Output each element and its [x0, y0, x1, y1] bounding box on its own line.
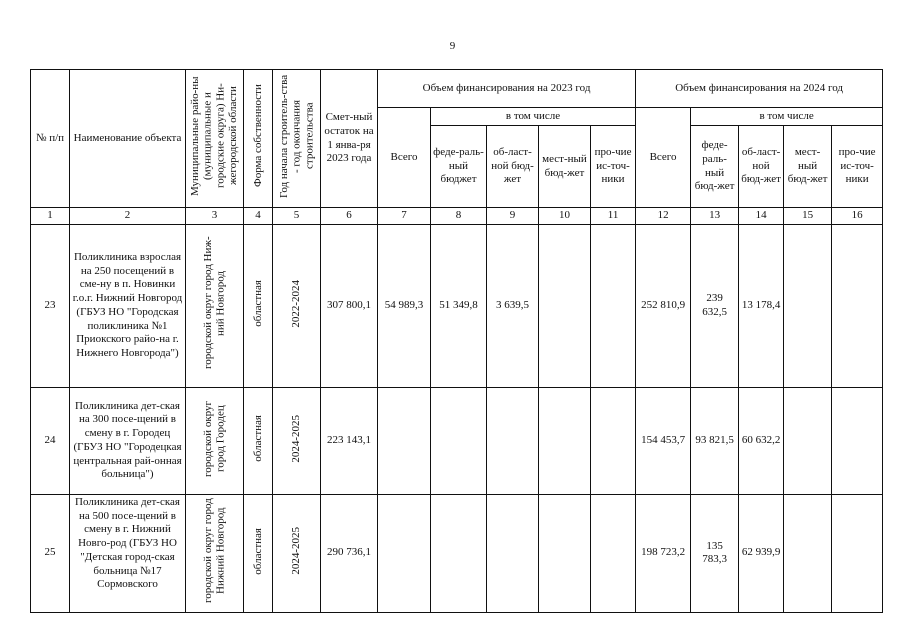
- header-including-2023: в том числе: [431, 108, 636, 126]
- column-number: 7: [378, 208, 431, 225]
- row-num: 25: [31, 494, 70, 612]
- header-num: № п/п: [31, 70, 70, 208]
- financing-table: [30, 69, 883, 613]
- district-cell: городской округ город Городец: [186, 387, 244, 494]
- column-number: 14: [739, 208, 784, 225]
- local-2024-cell: [784, 387, 832, 494]
- federal-2024-cell: 135 783,3: [691, 494, 739, 612]
- header-name: Наименование объекта: [70, 70, 186, 208]
- table-row: [31, 387, 883, 494]
- other-2024-cell: [832, 387, 883, 494]
- column-number: 13: [691, 208, 739, 225]
- column-number: 12: [636, 208, 691, 225]
- object-name: Поликлиника дет-ская на 300 посе-щений в смену в г. Городец (ГБУЗ НО "Городецкая центральная рай-онная больница"): [70, 387, 186, 494]
- years-cell: 2024-2025: [273, 494, 321, 612]
- total-2024-cell: 154 453,7: [636, 387, 691, 494]
- column-number: 3: [186, 208, 244, 225]
- column-number: 5: [273, 208, 321, 225]
- years-cell: 2022-2024: [273, 224, 321, 387]
- district-cell: городской округ город Нижний Новгород: [186, 494, 244, 612]
- total-2023-cell: [378, 494, 431, 612]
- header-federal-2024: феде-раль-ный бюд-жет: [691, 126, 739, 208]
- object-name: Поликлиника взрослая на 250 посещений в сме-ну в п. Новинки г.о.г. Нижний Новгород (ГБУЗ НО "Городская поликлиника №1 Приокского райо-на г. Нижнего Новгорода"): [70, 224, 186, 387]
- header-local-2024: мест-ный бюд-жет: [784, 126, 832, 208]
- column-number-row: [31, 208, 883, 225]
- column-number: 15: [784, 208, 832, 225]
- years-cell: 2024-2025: [273, 387, 321, 494]
- object-name: Поликлиника дет-ская на 500 посе-щений в смену в г. Нижний Новго-род (ГБУЗ НО "Детская город-ская больница №17 Сормовского: [70, 494, 186, 612]
- row-num: 23: [31, 224, 70, 387]
- remainder-cell: 307 800,1: [321, 224, 378, 387]
- header-ownership: Форма собственности: [244, 70, 273, 208]
- column-number: 16: [832, 208, 883, 225]
- header-remainder: Смет-ный остаток на 1 янва-ря 2023 года: [321, 70, 378, 208]
- header-local-2023: мест-ный бюд-жет: [539, 126, 591, 208]
- local-2023-cell: [539, 224, 591, 387]
- column-number: 8: [431, 208, 487, 225]
- regional-2024-cell: 62 939,9: [739, 494, 784, 612]
- local-2023-cell: [539, 387, 591, 494]
- regional-2023-cell: [487, 494, 539, 612]
- local-2024-cell: [784, 224, 832, 387]
- header-years: Год начала строитель-ства - год окончания строительства: [273, 70, 321, 208]
- federal-2023-cell: 51 349,8: [431, 224, 487, 387]
- other-2024-cell: [832, 224, 883, 387]
- ownership-cell: областная: [244, 387, 273, 494]
- page-number: 9: [449, 40, 456, 52]
- local-2024-cell: [784, 494, 832, 612]
- column-number: 6: [321, 208, 378, 225]
- total-2023-cell: [378, 387, 431, 494]
- header-row-top: [31, 70, 883, 108]
- header-regional-2023: об-ласт-ной бюд-жет: [487, 126, 539, 208]
- regional-2024-cell: 60 632,2: [739, 387, 784, 494]
- other-2023-cell: [591, 387, 636, 494]
- other-2023-cell: [591, 224, 636, 387]
- header-other-2024: про-чие ис-точ-ники: [832, 126, 883, 208]
- header-regional-2024: об-ласт-ной бюд-жет: [739, 126, 784, 208]
- federal-2023-cell: [431, 387, 487, 494]
- column-number: 2: [70, 208, 186, 225]
- table-row: [31, 224, 883, 387]
- column-number: 11: [591, 208, 636, 225]
- regional-2023-cell: [487, 387, 539, 494]
- header-total-2024: Всего: [636, 108, 691, 208]
- header-district: Муниципальные райо-ны (муниципальные и городские округа) Ни-жегородской области: [186, 70, 244, 208]
- federal-2024-cell: 93 821,5: [691, 387, 739, 494]
- federal-2023-cell: [431, 494, 487, 612]
- column-number: 1: [31, 208, 70, 225]
- column-number: 4: [244, 208, 273, 225]
- header-fin-2024: Объем финансирования на 2024 год: [636, 70, 883, 108]
- other-2024-cell: [832, 494, 883, 612]
- header-total-2023: Всего: [378, 108, 431, 208]
- remainder-cell: 223 143,1: [321, 387, 378, 494]
- total-2024-cell: 252 810,9: [636, 224, 691, 387]
- federal-2024-cell: 239 632,5: [691, 224, 739, 387]
- header-federal-2023: феде-раль-ный бюджет: [431, 126, 487, 208]
- remainder-cell: 290 736,1: [321, 494, 378, 612]
- regional-2024-cell: 13 178,4: [739, 224, 784, 387]
- header-other-2023: про-чие ис-точ-ники: [591, 126, 636, 208]
- table-row: [31, 494, 883, 612]
- other-2023-cell: [591, 494, 636, 612]
- total-2024-cell: 198 723,2: [636, 494, 691, 612]
- column-number: 9: [487, 208, 539, 225]
- row-num: 24: [31, 387, 70, 494]
- district-cell: городской округ город Ниж-ний Новгород: [186, 224, 244, 387]
- column-number: 10: [539, 208, 591, 225]
- ownership-cell: областная: [244, 224, 273, 387]
- total-2023-cell: 54 989,3: [378, 224, 431, 387]
- local-2023-cell: [539, 494, 591, 612]
- regional-2023-cell: 3 639,5: [487, 224, 539, 387]
- header-fin-2023: Объем финансирования на 2023 год: [378, 70, 636, 108]
- header-including-2024: в том числе: [691, 108, 883, 126]
- ownership-cell: областная: [244, 494, 273, 612]
